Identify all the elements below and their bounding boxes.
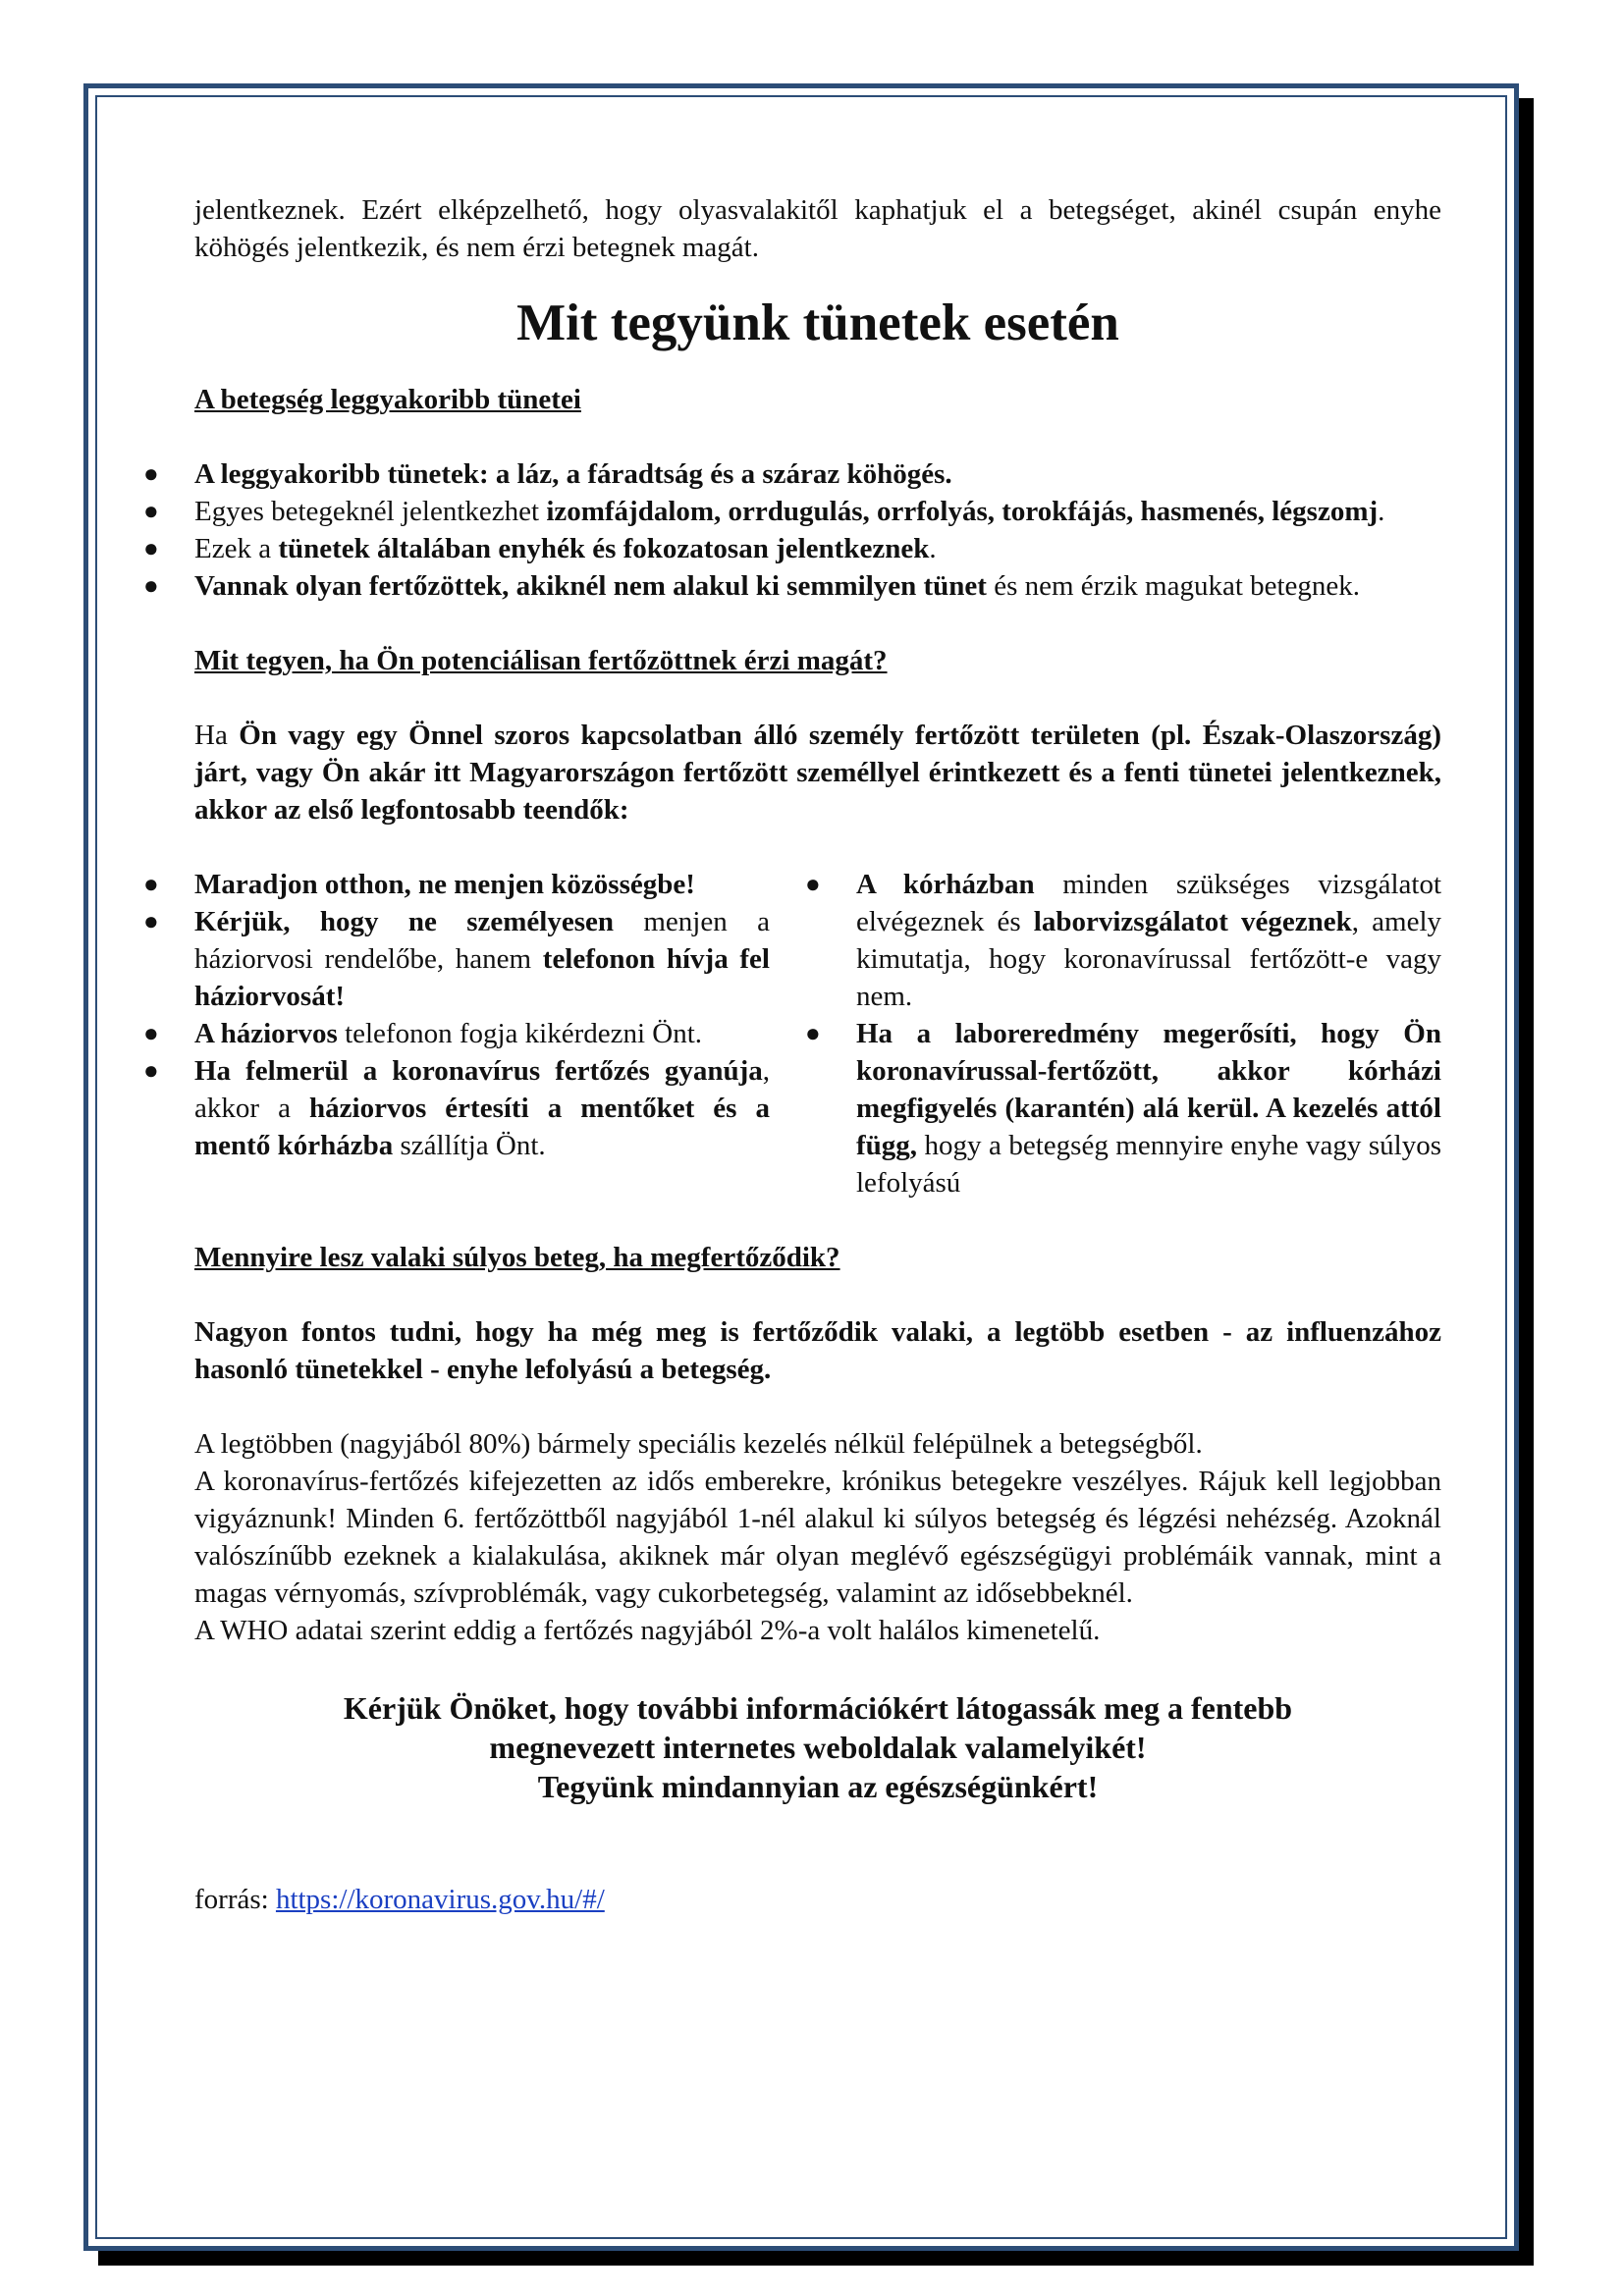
severity-paragraph-1: A legtöbben (nagyjából 80%) bármely speciális kezelés nélkül felépülnek a betegségből. [194, 1428, 1203, 1460]
closing-line-3: Tegyünk mindannyian az egészségünkért! [537, 1769, 1099, 1804]
list-item: ● Egyes betegeknél jelentkezhet izomfájdalom, orrdugulás, orrfolyás, torokfájás, hasmenés, légszomj. [194, 493, 1441, 530]
source-line [194, 1881, 1441, 1918]
severity-paragraph-2: A koronavírus-fertőzés kifejezetten az idős emberekre, krónikus betegekre veszélyes. Rájuk kell legjobban vigyáznunk! Minden 6. fertőzöttből nagyjából 1-nél alakul ki súlyos betegség és légzési nehézség. Azoknál valószínűbb ezeknek a kialakulása, akiknek már olyan meglévő egészségügyi problémáik vannak, mint a magas vérnyomás, szívproblémák, vagy cukorbetegség, valamint az idősebbeknél. [194, 1466, 1441, 1609]
source-label: forrás: [194, 1884, 276, 1915]
bullet-icon: ● [143, 534, 159, 562]
list-item: ● A leggyakoribb tünetek: a láz, a fáradtság és a száraz köhögés. [194, 455, 1441, 493]
bullet-icon: ● [143, 497, 159, 525]
intro-paragraph: jelentkeznek. Ezért elképzelhető, hogy olyasvalakitől kaphatjuk el a betegséget, akinél csupán enyhe köhögés jelentkezik, és nem érzi betegnek magát. [194, 194, 1441, 263]
list-item: ● Vannak olyan fertőzöttek, akiknél nem alakul ki semmilyen tünet és nem érzik magukat betegnek. [194, 567, 1441, 605]
document-content [143, 191, 1442, 1918]
list-item: ● Maradjon otthon, ne menjen közösségbe! [194, 866, 770, 903]
symptoms-list [143, 455, 1441, 605]
list-item: ● Ezek a tünetek általában enyhék és fokozatosan jelentkeznek. [194, 530, 1441, 567]
steps-left-list [143, 866, 770, 1201]
section-heading-what-to-do: Mit tegyen, ha Ön potenciálisan fertőzöttnek érzi magát? [194, 645, 888, 676]
closing-line-1: Kérjük Önöket, hogy további információkért látogassák meg a fentebb [343, 1690, 1293, 1726]
bullet-icon: ● [143, 571, 159, 600]
bullet-icon: ● [143, 870, 159, 898]
bullet-icon: ● [143, 1056, 159, 1085]
closing-line-2: megnevezett internetes weboldalak valamelyikét! [489, 1730, 1147, 1765]
steps-right-list [805, 866, 1442, 1201]
bullet-icon: ● [143, 907, 159, 935]
list-item: ● Kérjük, hogy ne személyesen menjen a háziorvosi rendelőbe, hanem telefonon hívja fel háziorvosát! [194, 903, 770, 1015]
closing-message [194, 1688, 1441, 1806]
what-to-do-paragraph: Ha Ön vagy egy Önnel szoros kapcsolatban álló személy fertőzött területen (pl. Észak-Olaszország) járt, vagy Ön akár itt Magyarországon fertőzött személlyel érintkezett és a fenti tünetei jelentkeznek, akkor az első legfontosabb teendők: [194, 720, 1441, 826]
list-item: ● Ha felmerül a koronavírus fertőzés gyanúja, akkor a háziorvos értesíti a mentőket és a mentő kórházba szállítja Önt. [194, 1052, 770, 1164]
page-title: Mit tegyünk tünetek esetén [516, 294, 1119, 351]
bullet-icon: ● [805, 1019, 821, 1047]
bullet-icon: ● [143, 1019, 159, 1047]
bullet-icon: ● [143, 459, 159, 488]
list-item: ● A háziorvos telefonon fogja kikérdezni Önt. [194, 1015, 770, 1052]
section-heading-severity: Mennyire lesz valaki súlyos beteg, ha megfertőződik? [194, 1242, 840, 1273]
list-item: ● Ha a laboreredmény megerősíti, hogy Ön koronavírussal-fertőzött, akkor kórházi megfigyelés (karantén) alá kerül. A kezelés attól függ, hogy a betegség mennyire enyhe vagy súlyos lefolyású [856, 1015, 1441, 1201]
steps-columns [143, 866, 1442, 1201]
severity-bold-paragraph: Nagyon fontos tudni, hogy ha még meg is fertőződik valaki, a legtöbb esetben - az influenzához hasonló tünetekkel - enyhe lefolyású a betegség. [194, 1316, 1441, 1385]
section-heading-symptoms: A betegség leggyakoribb tünetei [194, 384, 581, 415]
bullet-icon: ● [805, 870, 821, 898]
list-item: ● A kórházban minden szükséges vizsgálatot elvégeznek és laborvizsgálatot végeznek, amely kimutatja, hogy koronavírussal fertőzött-e vagy nem. [856, 866, 1441, 1015]
source-link[interactable]: https://koronavirus.gov.hu/#/ [275, 1884, 605, 1915]
severity-paragraph-3: A WHO adatai szerint eddig a fertőzés nagyjából 2%-a volt halálos kimenetelű. [194, 1615, 1101, 1646]
